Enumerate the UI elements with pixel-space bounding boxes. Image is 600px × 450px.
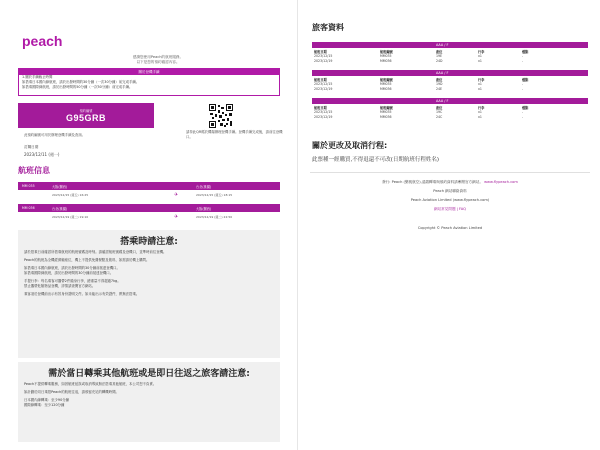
- airplane-icon: ✈: [174, 192, 179, 198]
- change-cancel-title: 關於更改及取消行程:: [312, 141, 388, 150]
- sameday-note: Peach不提供轉乘服務，如因航班延誤或取消導致無法搭乘其他航班，本公司恕不負責。: [24, 382, 157, 386]
- col-header: 行李: [478, 106, 485, 110]
- qr-note: 請持此QR碼於機場辦理登機手續。登機手續完成後，請前往登機口。: [186, 130, 283, 139]
- boarding-notes-box: [18, 230, 280, 358]
- left-page: [0, 0, 298, 450]
- passenger-name: AAA / F: [436, 43, 449, 47]
- col-header: 座位: [436, 106, 443, 110]
- passenger-name: AAA / F: [436, 99, 449, 103]
- flight-arrive: 台北(桃園): [196, 184, 212, 189]
- arrive-time: 2023/12/15 (週五) 18:15: [196, 193, 233, 197]
- flight-depart: 大阪(關西): [52, 184, 68, 189]
- change-cancel-text: 此票種一經購買,不得退還不可改(日期航班行程姓名): [312, 157, 440, 163]
- cell-meal: -: [522, 110, 524, 114]
- flight-code: MM 035: [22, 183, 35, 188]
- cell-meal: -: [522, 59, 524, 63]
- col-header: 座位: [436, 78, 443, 82]
- table-row: [312, 58, 588, 63]
- footer-issuer: 發行: Peach (樂桃航空),遠端轉乘與預約資料請參閱官方網站。: [382, 180, 483, 184]
- boarding-note: 請於搭乘日前確認所搭乘航班的航班號碼及時刻。請確認航班號碼及登機口，並準時前往登機。: [24, 250, 167, 254]
- checkin-notice-box: [18, 68, 280, 96]
- col-header: 行李: [478, 50, 485, 54]
- cell-flight: MM036: [380, 59, 392, 63]
- passenger-info-title: 旅客資料: [312, 23, 344, 32]
- sameday-notes-box: [18, 362, 280, 442]
- col-header: 航班日期: [314, 50, 327, 54]
- depart-time: 2023/12/19 (週二) 19:10: [52, 215, 89, 219]
- boarding-notes-title: 搭乘時請注意:: [120, 237, 178, 247]
- flight-row: [18, 182, 280, 202]
- right-page: [300, 0, 600, 450]
- col-header: 餐點: [522, 50, 529, 54]
- col-header: 餐點: [522, 78, 529, 82]
- footer-website-link[interactable]: www.flypeach.com: [484, 180, 518, 184]
- intro-line: 以下是您的預約確認內容。: [136, 60, 180, 64]
- cell-bag: x1: [478, 59, 482, 63]
- cell-meal: -: [522, 115, 524, 119]
- cell-bag: x1: [478, 82, 482, 86]
- col-header: 航班編號: [380, 50, 393, 54]
- col-header: 航班編號: [380, 78, 393, 82]
- col-header: 航班編號: [380, 106, 393, 110]
- intro-line: 感謝您使用Peach的航班服務。: [132, 55, 184, 59]
- passenger-name: AAA / F: [436, 71, 449, 75]
- airplane-icon: ✈: [174, 214, 179, 220]
- footer-faq-link[interactable]: 網站常見問題 | FAQ: [433, 207, 467, 211]
- flight-times: [18, 212, 280, 224]
- passenger-block: [312, 70, 588, 91]
- table-row: [312, 86, 588, 91]
- col-header: 餐點: [522, 106, 529, 110]
- flight-bar: [18, 204, 280, 212]
- cell-bag: x1: [478, 54, 482, 58]
- sameday-note: 如計劃於同日乘搭Peach的航班往返，請預留充足的轉機時間。: [24, 390, 119, 394]
- footer-line: Peach 網站聯絡資料: [433, 189, 467, 193]
- flight-times: [18, 190, 280, 202]
- cell-date: 2023/12/19: [314, 87, 333, 91]
- cell-meal: -: [522, 54, 524, 58]
- booking-code: G95GRB: [65, 113, 106, 123]
- boarding-note: 手提行李：每名乘客可攜帶2件隨身行李，總重量不得超過7kg。: [24, 279, 121, 283]
- cell-flight: MM036: [380, 87, 392, 91]
- cell-date: 2023/12/15: [314, 82, 333, 86]
- cell-date: 2023/12/19: [314, 59, 333, 63]
- cell-seat: 19D: [436, 82, 443, 86]
- cell-seat: 19C: [436, 110, 443, 114]
- footer-line: [312, 180, 588, 185]
- booking-code-note: 此預約編號可用於辦理登機手續及查詢。: [24, 133, 86, 137]
- cell-meal: -: [522, 87, 524, 91]
- cell-seat: 24E: [436, 87, 443, 91]
- notice-line: 如搭乘日本國內線航班，請於出發時間的30分鐘（一次30分鐘）前完成手續。: [22, 80, 140, 84]
- cell-seat: 24D: [436, 59, 443, 63]
- passenger-block: [312, 42, 588, 63]
- boarding-note: 如搭乘國際線航班，請於出發時間的30分鐘前抵達登機口。: [24, 271, 114, 275]
- cell-seat: 19E: [436, 54, 443, 58]
- arrive-time: 2023/12/19 (週二) 22:50: [196, 215, 233, 219]
- col-header: 行李: [478, 78, 485, 82]
- col-header: 航班日期: [314, 78, 327, 82]
- copyright: Copyright © Peach Aviation Limited: [417, 226, 483, 230]
- cell-bag: x1: [478, 110, 482, 114]
- footer-line: Peach Aviation Limited (www.flypeach.com): [410, 198, 490, 202]
- flight-code: MM 036: [22, 205, 35, 210]
- sameday-note: 國際線轉乘：至少120分鐘: [24, 403, 65, 407]
- sameday-notes-title: 需於當日轉乘其他航班或是即日往返之旅客請注意:: [48, 369, 250, 379]
- cell-bag: x1: [478, 87, 482, 91]
- cell-flight: MM035: [380, 110, 392, 114]
- table-row: [312, 114, 588, 119]
- cell-flight: MM035: [380, 82, 392, 86]
- flight-arrive: 大阪(關西): [196, 206, 212, 211]
- cell-flight: MM036: [380, 115, 392, 119]
- cell-date: 2023/12/15: [314, 54, 333, 58]
- flight-depart: 台北(桃園): [52, 206, 68, 211]
- notice-title: 關於登機手續: [19, 69, 279, 75]
- passenger-block: [312, 98, 588, 119]
- cell-bag: x1: [478, 115, 482, 119]
- boarding-note: 如搭乘日本國內線航班，請於出發時間的30分鐘前抵達登機口。: [24, 266, 120, 270]
- qr-code-icon: [209, 104, 233, 128]
- booking-code-label: 預約編號: [79, 109, 93, 113]
- cell-flight: MM035: [380, 54, 392, 58]
- intro-text: [98, 55, 218, 65]
- cell-date: 2023/12/19: [314, 115, 333, 119]
- flight-row: [18, 204, 280, 224]
- flight-info-title: 航班信息: [18, 166, 50, 175]
- cell-seat: 24C: [436, 115, 443, 119]
- col-header: 座位: [436, 50, 443, 54]
- booking-code-box: [18, 103, 154, 128]
- depart-time: 2023/12/15 (週五) 16:25: [52, 193, 89, 197]
- divider: [310, 172, 590, 173]
- sameday-note: 日本國內線轉乘：至少90分鐘: [24, 398, 70, 402]
- boarding-note: 禁止攜帶危險物品登機，詳情請查閱官方網站。: [24, 284, 96, 288]
- boarding-note: Peach的航班為全機經濟艙座位，機上不提供免費餐點及飲料，如需請於機上購買。: [24, 258, 150, 262]
- order-date-label: 訂購日期: [24, 145, 39, 149]
- order-date: 2023/12/11 (週一): [24, 152, 60, 157]
- col-header: 航班日期: [314, 106, 327, 110]
- notice-line: 如搭乘國際線航班，請於出發時間的50分鐘（一次50分鐘）前完成手續。: [22, 85, 133, 89]
- peach-logo: peach: [22, 33, 63, 49]
- boarding-note: 乘客須於登機前出示有效身份證明文件。如未能出示有效證件，將無法搭乘。: [24, 292, 140, 296]
- flight-bar: [18, 182, 280, 190]
- cell-date: 2023/12/15: [314, 110, 333, 114]
- cell-meal: -: [522, 82, 524, 86]
- notice-line: 1.關於手續截止時間: [22, 75, 53, 79]
